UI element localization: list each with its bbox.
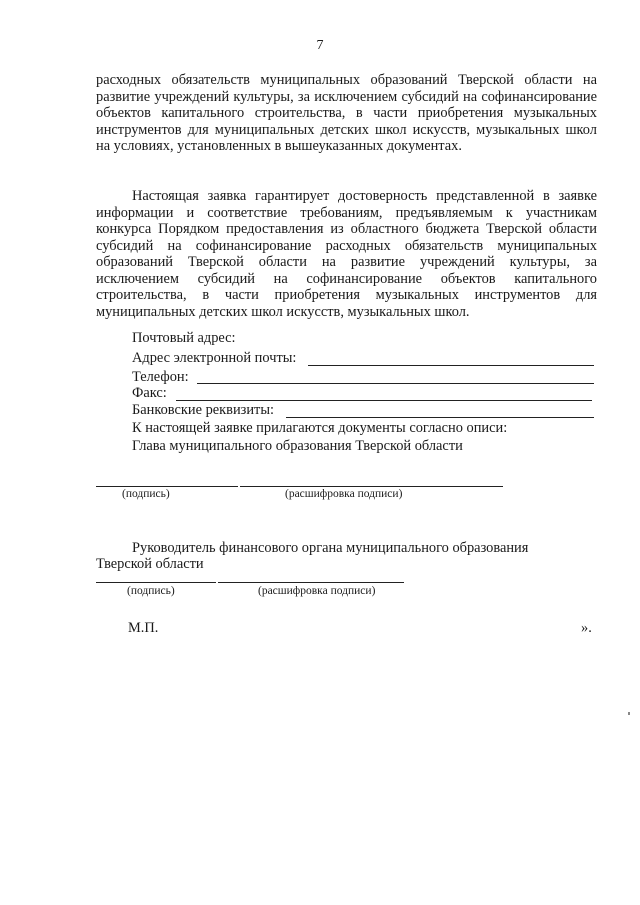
email-fill-line: [308, 365, 594, 366]
decoding-caption: (расшифровка подписи): [285, 488, 403, 500]
stamp-place: М.П.: [128, 620, 159, 636]
finance-head-region: Тверской области: [96, 556, 204, 572]
attachments-label: К настоящей заявке прилагаются документы согласно описи:: [132, 420, 508, 436]
scan-speck: [628, 712, 630, 715]
phone-fill-line: [197, 383, 594, 384]
bank-details-fill-line: [286, 417, 594, 418]
fax-fill-line: [176, 400, 592, 401]
postal-address-label: Почтовый адрес:: [132, 330, 236, 346]
signature-line-finance: [96, 582, 216, 583]
head-title: Глава муниципального образования Тверской области: [132, 438, 463, 454]
paragraph-guarantee: Настоящая заявка гарантирует достоверность представленной в заявке информации и соответствие требованиям, предъявляемым к участникам конкурса Порядком предоставления из областного бюджета Тверской области субсидий на софинансирование расходных обязательств муниципальных образований Тверской области на развитие учреждений культуры, за исключением субсидий на софинансирование объектов капитального строительства, в части приобретения музыкальных инструментов для муниципальных детских школ искусств, музыкальных школ.: [96, 188, 597, 320]
finance-head-title: Руководитель финансового органа муниципального образования: [132, 540, 529, 556]
phone-label: Телефон:: [132, 369, 189, 385]
paragraph-continuation: расходных обязательств муниципальных образований Тверской области на развитие учреждений культуры, за исключением субсидий на софинансирование объектов капитального строительства, в части приобретения музыкальных инструментов для муниципальных детских школ искусств, музыкальных школ на условиях, установленных в вышеуказанных документах.: [96, 72, 597, 154]
decoding-line-finance: [218, 582, 404, 583]
closing-quote: ».: [581, 620, 592, 636]
page-number: 7: [316, 38, 324, 53]
decoding-line-head: [240, 486, 503, 487]
signature-caption-finance: (подпись): [127, 585, 175, 597]
email-label: Адрес электронной почты:: [132, 350, 297, 366]
bank-details-label: Банковские реквизиты:: [132, 402, 274, 418]
fax-label: Факс:: [132, 385, 167, 401]
decoding-caption-finance: (расшифровка подписи): [258, 585, 376, 597]
signature-line-head: [96, 486, 238, 487]
signature-caption: (подпись): [122, 488, 170, 500]
